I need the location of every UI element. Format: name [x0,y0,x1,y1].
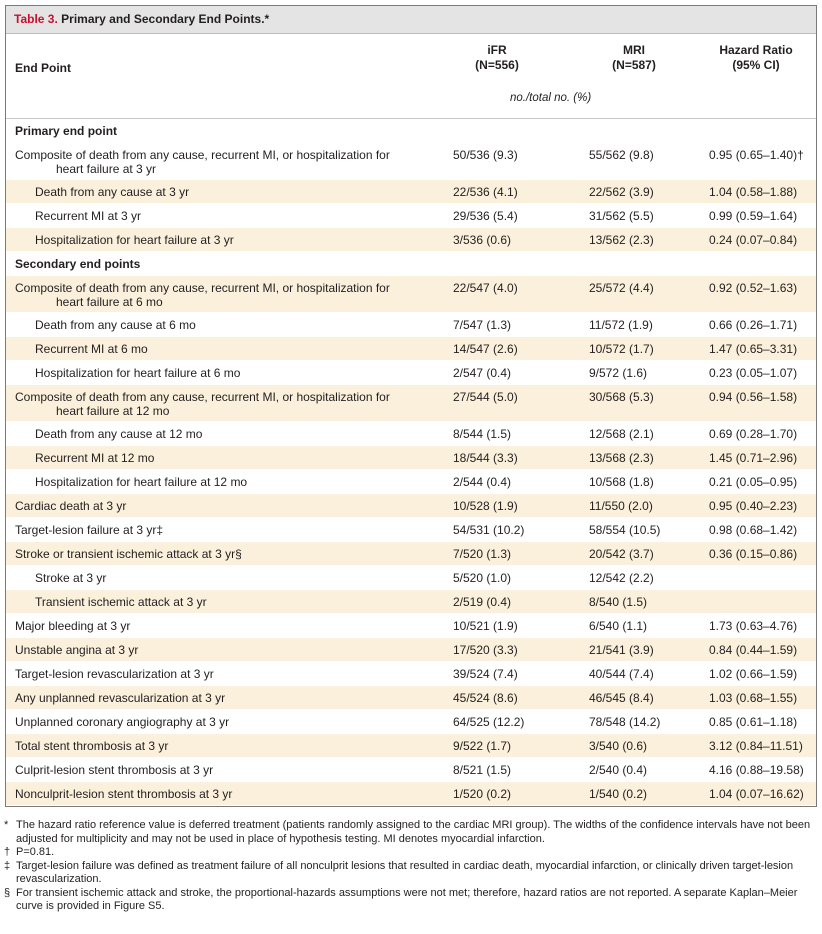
column-header-ifr-n: (N=556) [475,58,519,72]
endpoint-label [35,233,465,247]
mri-value: 25/572 (4.4) [589,281,654,295]
hazard-ratio-value: 0.95 (0.40–2.23) [709,499,798,513]
endpoint-label-line: Hospitalization for heart failure at 12 mo [35,475,248,489]
hazard-ratio-value: 0.94 (0.56–1.58) [709,390,798,404]
mri-value: 10/568 (1.8) [589,475,654,489]
mri-value: 78/548 (14.2) [589,715,661,729]
ifr-value: 22/536 (4.1) [453,185,518,199]
hazard-ratio-value: 0.21 (0.05–0.95) [709,475,798,489]
units-label: no./total no. (%) [510,92,592,104]
footnote [4,860,816,887]
footnote-mark: * [4,819,9,831]
table-row [6,143,816,180]
mri-value: 9/572 (1.6) [589,366,648,380]
section-header-row [6,119,816,143]
table-row [6,313,816,337]
endpoint-label-line: Stroke at 3 yr [35,571,107,585]
ifr-value: 64/525 (12.2) [453,715,525,729]
hazard-ratio-value: 3.12 (0.84–11.51) [709,739,803,753]
table-row [6,734,816,758]
endpoint-label [35,185,465,199]
table-body [6,119,816,806]
endpoint-label-line: Major bleeding at 3 yr [15,619,131,633]
endpoint-label-line: Recurrent MI at 12 mo [35,451,155,465]
endpoint-label-line: Death from any cause at 6 mo [35,318,196,332]
footnote [4,819,816,846]
endpoint-label-line: Recurrent MI at 6 mo [35,342,148,356]
endpoint-label-line: Death from any cause at 3 yr [35,185,190,199]
mri-value: 31/562 (5.5) [589,209,654,223]
hazard-ratio-value: 0.23 (0.05–1.07) [709,366,798,380]
column-header-hazard-ratio [706,43,806,73]
mri-value: 8/540 (1.5) [589,595,648,609]
table-row [6,204,816,228]
endpoint-label [15,619,445,633]
column-header-ifr-name: iFR [487,43,507,57]
endpoint-label-line: Hospitalization for heart failure at 3 yr [35,233,234,247]
endpoint-label [15,715,445,729]
footnote-text: P=0.81. [16,846,55,858]
endpoint-label [15,643,445,657]
table-row [6,494,816,518]
endpoint-label-line: Death from any cause at 12 mo [35,427,203,441]
hazard-ratio-value: 0.92 (0.52–1.63) [709,281,798,295]
ifr-value: 29/536 (5.4) [453,209,518,223]
endpoint-label [35,209,465,223]
footnote-mark: † [4,846,11,858]
ifr-value: 14/547 (2.6) [453,342,518,356]
mri-value: 40/544 (7.4) [589,667,654,681]
ifr-value: 8/521 (1.5) [453,763,512,777]
endpoint-label-line: Composite of death from any cause, recurrent MI, or hospitalization for [15,148,390,162]
endpoint-label [15,148,445,176]
footnotes [4,819,816,914]
ifr-value: 50/536 (9.3) [453,148,518,162]
footnote-mark: § [4,886,11,899]
ifr-value: 18/544 (3.3) [453,451,518,465]
table-row [6,446,816,470]
table-row [6,758,816,782]
ifr-value: 1/520 (0.2) [453,787,512,801]
endpoint-label-line: Unplanned coronary angiography at 3 yr [15,715,230,729]
endpoint-label [15,390,445,418]
endpoint-label [35,451,465,465]
table-row [6,180,816,204]
endpoint-label-line: Composite of death from any cause, recurrent MI, or hospitalization for [15,281,390,295]
column-header-ifr [452,43,542,73]
endpoint-label-line: heart failure at 6 mo [56,295,163,309]
endpoint-label-line: Unstable angina at 3 yr [15,643,139,657]
table-row [6,782,816,806]
endpoint-label-line: Culprit-lesion stent thrombosis at 3 yr [15,763,214,777]
column-header-hr-ci: (95% CI) [732,58,780,72]
hazard-ratio-value: 0.85 (0.61–1.18) [709,715,798,729]
table-header [6,34,816,119]
column-header-endpoint: End Point [15,61,71,75]
ifr-value: 10/528 (1.9) [453,499,518,513]
endpoint-label [15,691,445,705]
endpoint-label [15,667,445,681]
ifr-value: 3/536 (0.6) [453,233,512,247]
table-row [6,518,816,542]
endpoint-label-line: Target-lesion revascularization at 3 yr [15,667,214,681]
table-label: Table 3. [14,12,58,26]
hazard-ratio-value: 1.45 (0.71–2.96) [709,451,798,465]
hazard-ratio-value: 0.84 (0.44–1.59) [709,643,798,657]
hazard-ratio-value: 1.04 (0.07–16.62) [709,787,804,801]
endpoint-label-line: Recurrent MI at 3 yr [35,209,142,223]
table-row [6,361,816,385]
ifr-value: 2/544 (0.4) [453,475,512,489]
footnote-text: The hazard ratio reference value is deferred treatment (patients randomly assigned to the cardiac MRI group). The widths of the confidence intervals have not been adjusted for multiplicity and may not be used in place of hypothesis testing. MI denotes myocardial infarction. [16,819,811,845]
mri-value: 30/568 (5.3) [589,390,654,404]
endpoint-label-line: Any unplanned revascularization at 3 yr [15,691,226,705]
section-title: Primary end point [15,124,118,138]
mri-value: 21/541 (3.9) [589,643,654,657]
table-row [6,470,816,494]
footnote-mark: ‡ [4,859,11,872]
footnote-text: Target-lesion failure was defined as treatment failure of all nonculprit lesions that resulted in cardiac death, myocardial infarction, or clinically driven target-lesion revascularization. [16,859,794,885]
hazard-ratio-value: 1.04 (0.58–1.88) [709,185,798,199]
endpoint-label-line: heart failure at 3 yr [56,162,157,176]
ifr-value: 22/547 (4.0) [453,281,518,295]
table-row [6,422,816,446]
endpoint-label-line: Nonculprit-lesion stent thrombosis at 3 yr [15,787,233,801]
section-title: Secondary end points [15,257,141,271]
endpoint-label [15,281,445,309]
ifr-value: 54/531 (10.2) [453,523,525,537]
mri-value: 55/562 (9.8) [589,148,654,162]
endpoint-label [15,499,445,513]
endpoint-label [15,787,445,801]
ifr-value: 2/519 (0.4) [453,595,512,609]
endpoint-label-line: Hospitalization for heart failure at 6 mo [35,366,241,380]
table-row [6,276,816,313]
endpoint-label [35,366,465,380]
endpoint-label-line: heart failure at 12 mo [56,404,170,418]
table-title-bar [6,6,816,34]
endpoint-label-line: Target-lesion failure at 3 yr‡ [15,523,164,537]
hazard-ratio-value: 1.02 (0.66–1.59) [709,667,798,681]
mri-value: 10/572 (1.7) [589,342,654,356]
ifr-value: 39/524 (7.4) [453,667,518,681]
column-header-mri [589,43,679,73]
ifr-value: 27/544 (5.0) [453,390,518,404]
endpoint-label [35,427,465,441]
footnote [4,846,816,860]
hazard-ratio-value: 0.95 (0.65–1.40)† [709,148,804,162]
table-row [6,686,816,710]
column-header-mri-n: (N=587) [612,58,656,72]
ifr-value: 2/547 (0.4) [453,366,512,380]
hazard-ratio-value: 0.69 (0.28–1.70) [709,427,798,441]
mri-value: 13/562 (2.3) [589,233,654,247]
endpoint-label-line: Cardiac death at 3 yr [15,499,127,513]
endpoint-label [15,763,445,777]
mri-value: 3/540 (0.6) [589,739,648,753]
hazard-ratio-value: 0.24 (0.07–0.84) [709,233,798,247]
ifr-value: 45/524 (8.6) [453,691,518,705]
mri-value: 2/540 (0.4) [589,763,648,777]
endpoint-label [35,595,465,609]
ifr-value: 7/547 (1.3) [453,318,512,332]
ifr-value: 8/544 (1.5) [453,427,512,441]
hazard-ratio-value: 1.73 (0.63–4.76) [709,619,798,633]
mri-value: 13/568 (2.3) [589,451,654,465]
mri-value: 11/550 (2.0) [589,499,653,513]
table-row [6,385,816,422]
endpoint-label-line: Total stent thrombosis at 3 yr [15,739,169,753]
mri-value: 1/540 (0.2) [589,787,648,801]
ifr-value: 17/520 (3.3) [453,643,518,657]
endpoint-label [15,523,445,537]
endpoint-label-line: Stroke or transient ischemic attack at 3 yr§ [15,547,242,561]
hazard-ratio-value: 4.16 (0.88–19.58) [709,763,804,777]
hazard-ratio-value: 0.36 (0.15–0.86) [709,547,798,561]
endpoint-label [15,739,445,753]
mri-value: 11/572 (1.9) [589,318,653,332]
mri-value: 22/562 (3.9) [589,185,654,199]
table-row [6,566,816,590]
endpoint-label [35,342,465,356]
hazard-ratio-value: 1.47 (0.65–3.31) [709,342,798,356]
table-row [6,337,816,361]
section-header-row [6,252,816,276]
endpoint-label [35,475,465,489]
mri-value: 20/542 (3.7) [589,547,654,561]
ifr-value: 5/520 (1.0) [453,571,512,585]
table-row [6,638,816,662]
endpoint-label [35,318,465,332]
hazard-ratio-value: 0.66 (0.26–1.71) [709,318,798,332]
mri-value: 58/554 (10.5) [589,523,661,537]
table-title: Primary and Secondary End Points.* [61,12,270,26]
mri-value: 12/568 (2.1) [589,427,654,441]
table-row [6,228,816,252]
mri-value: 6/540 (1.1) [589,619,648,633]
table-row [6,590,816,614]
footnote-text: For transient ischemic attack and stroke, the proportional-hazards assumptions were not met; therefore, hazard ratios are not reported. A separate Kaplan–Meier curve is provided in Figure S5. [16,886,798,912]
endpoint-label [15,547,445,561]
footnote [4,887,816,914]
table-row [6,710,816,734]
column-header-mri-name: MRI [623,43,645,57]
mri-value: 12/542 (2.2) [589,571,654,585]
hazard-ratio-value: 0.98 (0.68–1.42) [709,523,798,537]
endpoint-label-line: Transient ischemic attack at 3 yr [35,595,207,609]
table-row [6,662,816,686]
ifr-value: 7/520 (1.3) [453,547,512,561]
hazard-ratio-value: 0.99 (0.59–1.64) [709,209,798,223]
endpoint-label-line: Composite of death from any cause, recurrent MI, or hospitalization for [15,390,390,404]
table-row [6,614,816,638]
table-row [6,542,816,566]
endpoint-label [35,571,465,585]
column-header-hr-name: Hazard Ratio [719,43,793,57]
table-frame [5,5,817,807]
mri-value: 46/545 (8.4) [589,691,654,705]
hazard-ratio-value: 1.03 (0.68–1.55) [709,691,798,705]
ifr-value: 10/521 (1.9) [453,619,518,633]
ifr-value: 9/522 (1.7) [453,739,512,753]
